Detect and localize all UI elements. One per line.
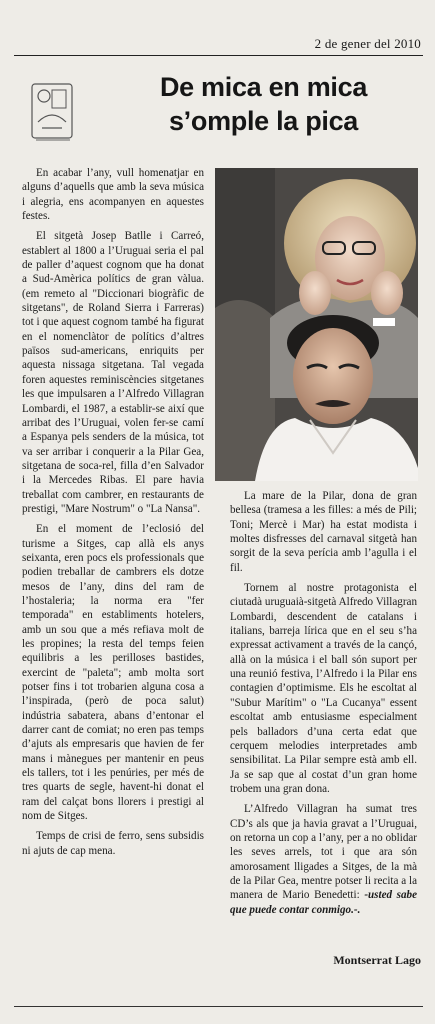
paragraph: Temps de crisi de ferro, sens subsidis ni ajuts de cap mena. [22, 830, 204, 857]
paragraph: En el moment de l’eclosió del turisme a Sitges, cap allà els anys seixanta, eren pocs els professionals que podien treballar de cambrers els dotze mesos de l’any, dins del ram de l’hostaleria; la norma era "fer temporada" en establiments hotelers, amb un sou que a més refiava molt de les propines; la resta del temps feien equilibris a les perilloses bastides, exercint de "paleta"; amb molta sort potser fins i tot trobarien alguna cosa a l’inspirada, (però de poca salut) indústria sabatera, abans d’entonar el darrer cant de comiat; no eren pas temps d’ajuts als empresaris que havien de fer mans i mànegues per mantenir en peus els tallers, tot i les penúries, per més de tres quarts de segle, havent-hi donat el ram del calçat bons llorers i prestigi al nom de Sitges. [22, 523, 204, 823]
article-title-line-1: De mica en mica [159, 72, 368, 102]
article-title-line-2: s’omple la pica [168, 106, 359, 136]
paragraph-text: L’Alfredo Villagran ha sumat tres CD’s als que ja havia gravat a l’Uruguai, on retorna un cop a l’any, per a no oblidar les seves arrels, tot i que ara són amorosament lligades a Sitges, de la mà de la Pilar Gea, mentre potser li recita a la manera de Mario Benedetti: [230, 803, 417, 902]
photo-couple-illustration [215, 168, 418, 481]
closing-quote: -usted sabe que puede contar conmigo.-. [230, 889, 418, 916]
page-date: 2 de gener del 2010 [314, 36, 421, 51]
header-rule [14, 55, 423, 56]
paragraph [230, 802, 417, 917]
paragraph: El sitgetà Josep Batlle i Carreó, establert al 1800 a l’Uruguai seria el pal de paller d’aquest cognom que ha donat a Sud-Amèrica polítics de gran vàlua. (em remeto al "Diccionari biogràfic de sitgetans", de Roland Sierra i Farreras) tot i que aquest cognom també ha figurat en el nomenclàtor de polítics d’altres països sud-americans, enriquits per aquesta nissaga sitgetana. Tal vegada foren aquestes reminiscències sitgetanes les que impulsaren a l’Alfredo Villagran Lombardi, el 1987, a establir-se així que arribat des l’Uruguai, volen fer-se camí a Espanya pels senders de la música, tot va ser arribar i conquerir a la Pilar Gea, sitgetana de soca-rel, filla d’en Salvador i la Mercedes Ribas. El pare havia treballat com cambrer, en restaurants de prestigi, "Mare Nostrum" o "La Nansa". [22, 230, 204, 515]
article-title [100, 70, 427, 138]
left-column [22, 166, 204, 864]
right-column [230, 489, 417, 923]
paragraph: Tornem al nostre protagonista el ciutadà uruguaià-sitgetà Alfredo Villagran Lombardi, descendent de catalans i italians, barreja lírica que en el seu s’ha expressat activament a través de la cançó, allà on la música i el ball són suport per una reunió festiva, l’Alfredo i la Pilar ens contagien d’optimisme. Els he escoltat al "Subur Marítim" o "La Cucanya" essent escoltat amb entusiasme especialment pels balladors d’una certa edat que cerquem melodies interpretades amb sensibilitat. La Pilar sempre està amb ell. Ja se sap que al costat d’un gran home trobem una gran dona. [230, 582, 417, 795]
photo-couple [215, 168, 418, 481]
paragraph: La mare de la Pilar, dona de gran bellesa (tramesa a les filles: a més de Pili; Toni; Mercè i Mar) ha estat modista i moltes disfresses del carnaval sitgetà han sorgit de la seva perícia amb l’agulla i el fil. [230, 490, 417, 574]
column-logo-icon [28, 78, 78, 146]
footer-rule [14, 1006, 423, 1007]
author-byline: Montserrat Lago [333, 953, 421, 967]
paragraph: En acabar l’any, vull homenatjar en alguns d’aquells que amb la seva música i alegria, ens acompanyen en aquestes festes. [22, 167, 204, 223]
